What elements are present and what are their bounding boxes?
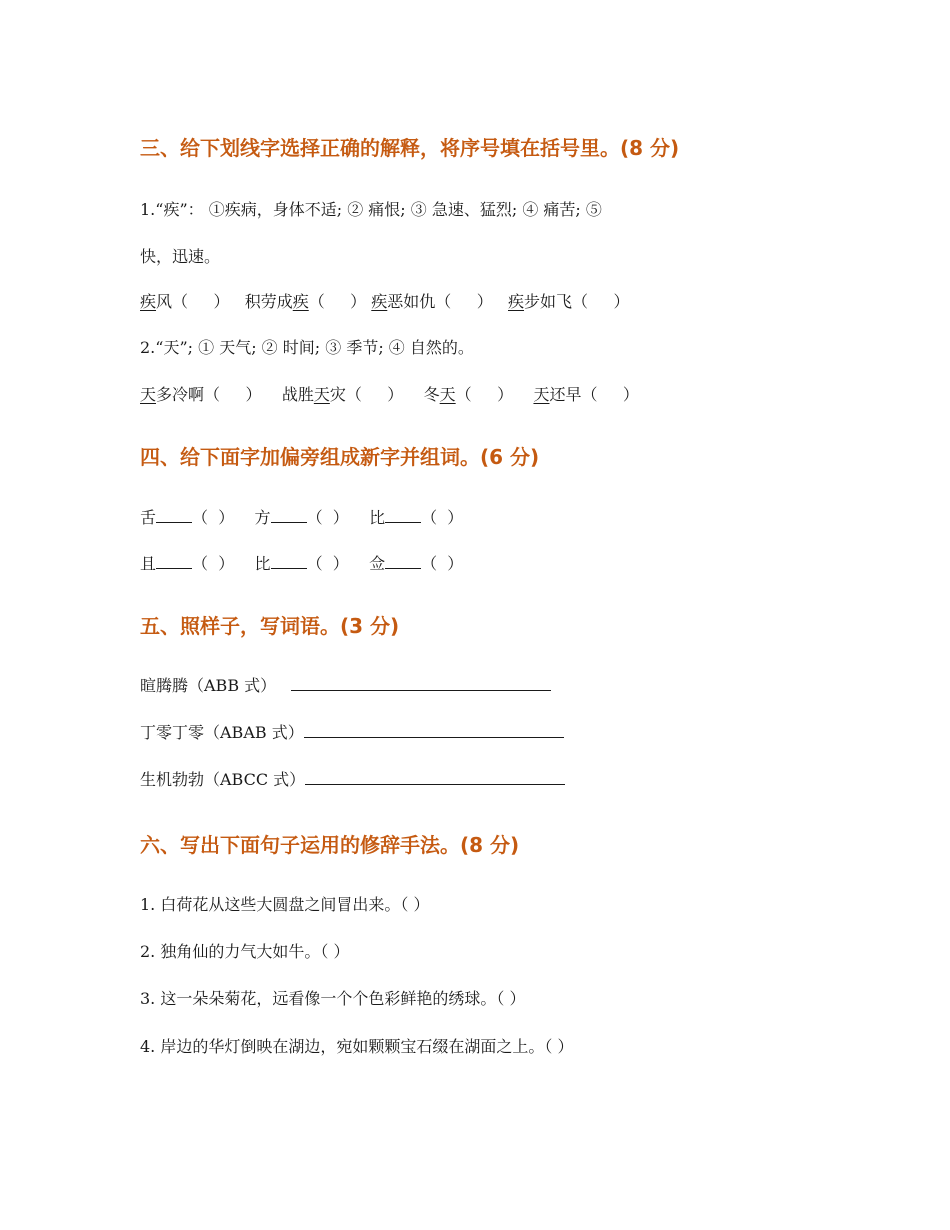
answer-blank[interactable] <box>385 508 421 523</box>
section-3-title: 三、给下划线字选择正确的解释，将序号填在括号里。(8 分) <box>140 136 680 160</box>
rhetoric-item: 2. 独角仙的力气大如牛。（ ） <box>140 942 350 961</box>
q2-item: 战胜天灾（ ） <box>281 385 419 404</box>
radical-row-2 <box>140 554 463 574</box>
radical-item: 比 （ ） <box>369 508 464 527</box>
answer-blank[interactable] <box>271 554 307 569</box>
q1-item: 疾步如飞（ ） <box>508 292 630 311</box>
q2-items-row <box>140 385 639 405</box>
section-5-title: 五、照样子，写词语。(3 分) <box>140 614 400 638</box>
answer-blank[interactable] <box>271 508 307 523</box>
answer-blank[interactable] <box>156 554 192 569</box>
q2-item: 冬天（ ） <box>423 385 529 404</box>
radical-item: 方 （ ） <box>254 508 349 527</box>
answer-blank[interactable] <box>291 676 551 691</box>
answer-blank[interactable] <box>304 723 564 738</box>
section-4-title: 四、给下面字加偏旁组成新字并组词。(6 分) <box>140 445 540 469</box>
answer-blank[interactable] <box>305 770 565 785</box>
q2-item: 天还早（ ） <box>533 385 639 404</box>
answer-blank[interactable] <box>156 508 192 523</box>
q1-definitions-line1: 1.“疾”： ①疾病，身体不适; ② 痛恨; ③ 急速、猛烈; ④ 痛苦; ⑤ <box>140 200 602 219</box>
radical-item: 且 （ ） <box>140 554 235 573</box>
pattern-item-abab: 丁零丁零（ABAB 式） <box>140 723 564 743</box>
rhetoric-item: 1. 白荷花从这些大圆盘之间冒出来。（ ） <box>140 895 430 914</box>
rhetoric-item: 4. 岸边的华灯倒映在湖边，宛如颗颗宝石缀在湖面之上。（ ） <box>140 1037 574 1056</box>
q1-item: 积劳成疾（ ） <box>244 292 367 311</box>
section-6-title: 六、写出下面句子运用的修辞手法。(8 分) <box>140 833 520 857</box>
radical-row-1 <box>140 508 463 528</box>
q1-items-row <box>140 292 629 312</box>
q2-item: 天多冷啊（ ） <box>140 385 277 404</box>
rhetoric-item: 3. 这一朵朵菊花，远看像一个个色彩鲜艳的绣球。（ ） <box>140 989 526 1008</box>
q1-item: 疾恶如仇（ ） <box>371 292 503 311</box>
radical-item: 比 （ ） <box>254 554 349 573</box>
pattern-item-abcc: 生机勃勃（ABCC 式） <box>140 770 565 790</box>
radical-item: 舌 （ ） <box>140 508 235 527</box>
pattern-item-abb: 暄腾腾（ABB 式） <box>140 676 551 696</box>
radical-item: 佥 （ ） <box>369 554 464 573</box>
q1-item: 疾风（ ） <box>140 292 240 311</box>
q1-definitions-line2: 快，迅速。 <box>140 247 221 266</box>
q2-definitions-line: 2.“天”; ① 天气; ② 时间; ③ 季节; ④ 自然的。 <box>140 338 474 357</box>
answer-blank[interactable] <box>385 554 421 569</box>
